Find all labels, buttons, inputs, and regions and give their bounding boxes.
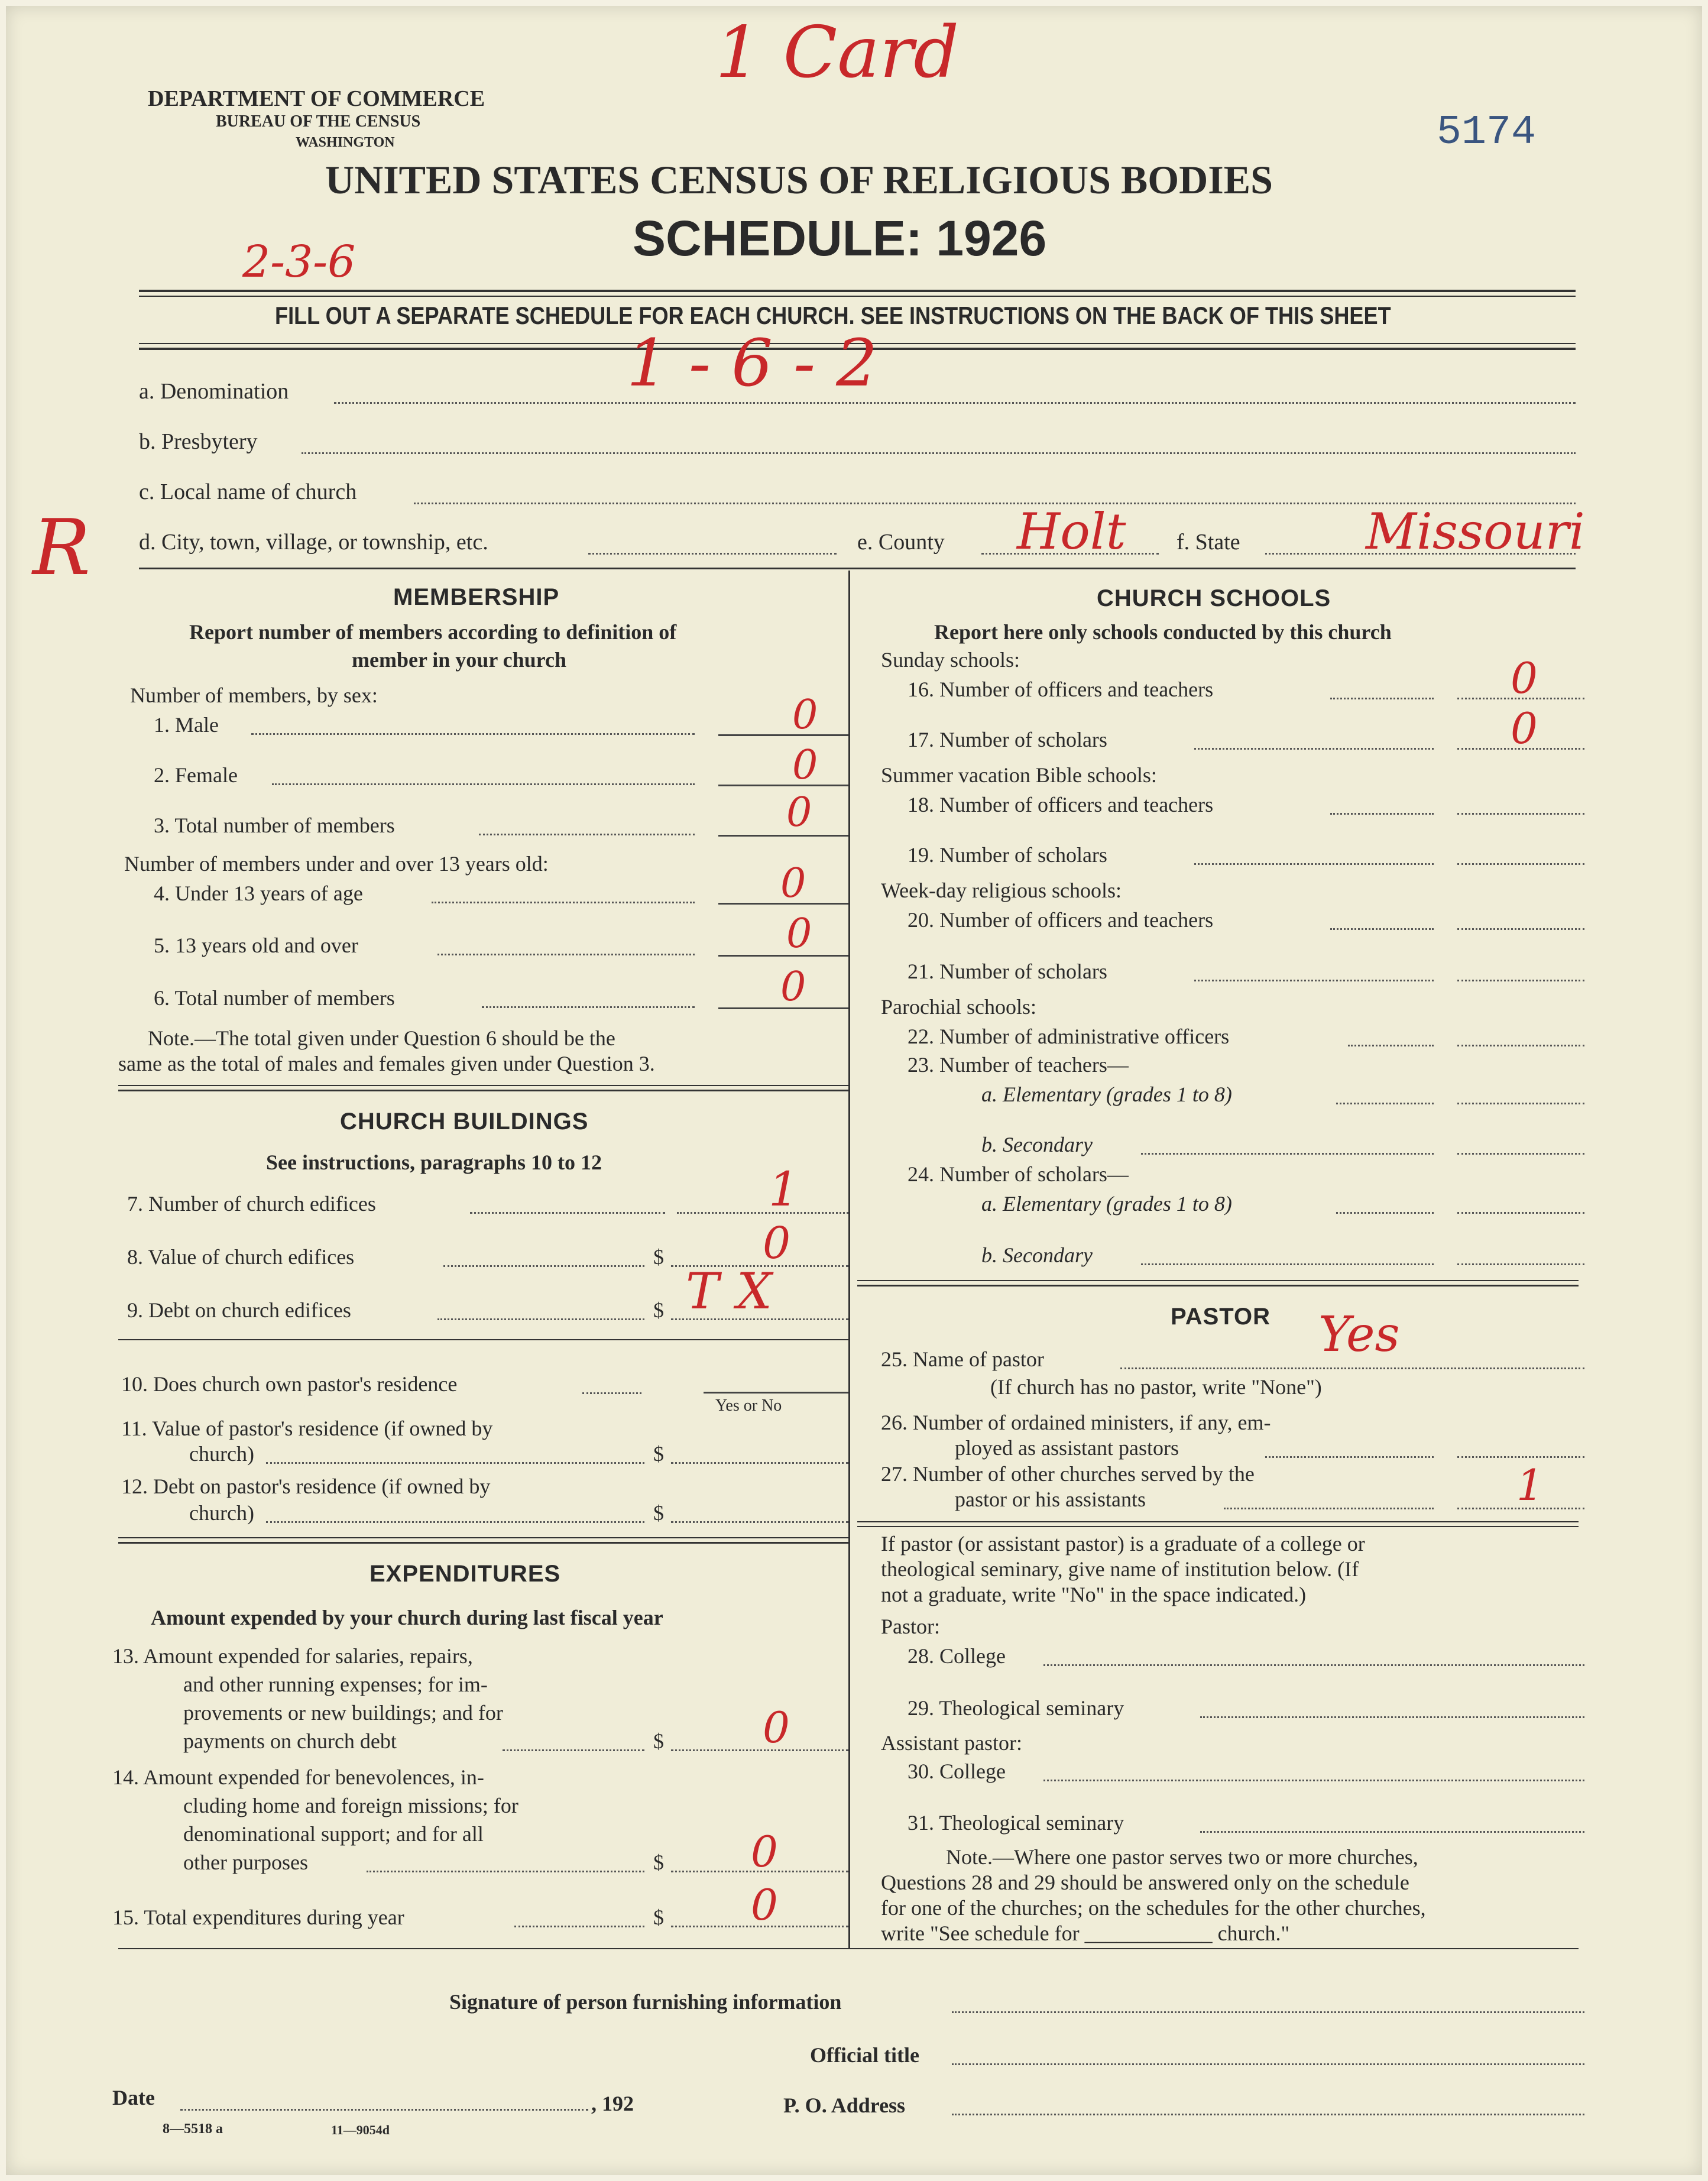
q14-label-c: denominational support; and for all xyxy=(183,1822,484,1846)
column-divider xyxy=(848,571,850,1948)
grad-instruction-3: not a graduate, write "No" in the space indicated.) xyxy=(881,1583,1307,1606)
membership-note-1: Note.—The total given under Question 6 should be the xyxy=(148,1026,615,1050)
q17-leader xyxy=(1194,748,1434,750)
handwritten-q27: 1 xyxy=(1516,1460,1544,1510)
city-field[interactable] xyxy=(588,553,837,555)
q22-label: 22. Number of administrative officers xyxy=(908,1025,1230,1048)
q5-field[interactable] xyxy=(718,955,848,957)
membership-note-2: same as the total of males and females given under Question 3. xyxy=(118,1052,655,1075)
divider xyxy=(857,1285,1579,1286)
q11-field[interactable] xyxy=(671,1462,848,1464)
date-year: , 192 xyxy=(591,2092,634,2115)
handwritten-county: Holt xyxy=(1017,503,1126,560)
handwritten-state: Missouri xyxy=(1366,503,1585,560)
q23a-leader xyxy=(1336,1103,1434,1104)
church-name-label: c. Local name of church xyxy=(139,479,357,504)
q12-leader xyxy=(266,1521,644,1523)
q1-field[interactable] xyxy=(718,734,848,736)
q5-label: 5. 13 years old and over xyxy=(154,934,358,957)
q1-label: 1. Male xyxy=(154,713,219,737)
denomination-label: a. Denomination xyxy=(139,379,289,404)
presbytery-field[interactable] xyxy=(302,452,1576,454)
q27-label-a: 27. Number of other churches served by the xyxy=(881,1462,1255,1486)
buildings-sub: See instructions, paragraphs 10 to 12 xyxy=(266,1151,602,1174)
handwritten-q2: 0 xyxy=(792,742,818,789)
q21-leader xyxy=(1194,980,1434,981)
handwritten-code-left: 2-3-6 xyxy=(242,236,356,287)
q7-leader xyxy=(470,1212,665,1214)
official-title-label: Official title xyxy=(810,2043,919,2067)
stamp-number: 5174 xyxy=(1437,109,1537,156)
q27-label-b: pastor or his assistants xyxy=(955,1488,1146,1511)
q13-label-a: 13. Amount expended for salaries, repairs, xyxy=(112,1644,473,1668)
q21-label: 21. Number of scholars xyxy=(908,960,1107,983)
city-name: WASHINGTON xyxy=(296,135,395,150)
q11-label-a: 11. Value of pastor's residence (if owned by xyxy=(121,1417,493,1440)
by-age-label: Number of members under and over 13 years old: xyxy=(124,852,549,876)
q7-field[interactable] xyxy=(677,1212,848,1214)
q24a-label: a. Elementary (grades 1 to 8) xyxy=(981,1192,1232,1216)
q5-leader xyxy=(437,954,695,955)
q4-leader xyxy=(432,902,695,903)
q27-leader xyxy=(1224,1508,1434,1509)
q25-note: (If church has no pastor, write "None") xyxy=(990,1375,1322,1399)
q13-label-b: and other running expenses; for im- xyxy=(183,1673,488,1696)
form-title: UNITED STATES CENSUS OF RELIGIOUS BODIES xyxy=(325,157,1273,202)
handwritten-q6: 0 xyxy=(780,964,806,1010)
grad-instruction-2: theological seminary, give name of institution below. (If xyxy=(881,1557,1359,1581)
pastor-note-1: Note.—Where one pastor serves two or more churches, xyxy=(946,1845,1418,1869)
q15-label: 15. Total expenditures during year xyxy=(112,1905,404,1929)
instruction-banner: FILL OUT A SEPARATE SCHEDULE FOR EACH CHURCH. SEE INSTRUCTIONS ON THE BACK OF THIS SHEET xyxy=(275,302,1391,329)
divider xyxy=(857,1526,1579,1527)
q13-label-c: provements or new buildings; and for xyxy=(183,1701,503,1725)
q14-dollar: $ xyxy=(653,1851,664,1874)
q11-leader xyxy=(266,1462,644,1464)
signature-field[interactable] xyxy=(952,2011,1584,2013)
q14-leader xyxy=(367,1871,644,1872)
q20-field[interactable] xyxy=(1457,928,1584,930)
q23-label: 23. Number of teachers— xyxy=(908,1053,1129,1077)
q26-label-a: 26. Number of ordained ministers, if any, em- xyxy=(881,1411,1271,1434)
q31-label: 31. Theological seminary xyxy=(908,1811,1124,1835)
q8-dollar: $ xyxy=(653,1245,664,1269)
q14-label-d: other purposes xyxy=(183,1851,308,1874)
q19-label: 19. Number of scholars xyxy=(908,843,1107,867)
q25-label: 25. Name of pastor xyxy=(881,1347,1044,1371)
q10-field[interactable] xyxy=(704,1392,848,1393)
by-sex-label: Number of members, by sex: xyxy=(130,683,378,707)
pastor-sublabel: Pastor: xyxy=(881,1615,941,1638)
expenditures-sub: Amount expended by your church during last fiscal year xyxy=(151,1606,663,1629)
handwritten-q15: 0 xyxy=(751,1880,778,1930)
q13-label-d: payments on church debt xyxy=(183,1729,397,1753)
q10-label: 10. Does church own pastor's residence xyxy=(121,1372,458,1396)
bureau-name: BUREAU OF THE CENSUS xyxy=(216,112,421,131)
pastor-note-4: write "See schedule for ____________ church." xyxy=(881,1921,1290,1945)
form-code-2: 11—9054d xyxy=(331,2122,390,2137)
date-label: Date xyxy=(112,2086,155,2109)
q14-label-b: cluding home and foreign missions; for xyxy=(183,1794,518,1817)
q12-label-b: church) xyxy=(189,1501,254,1525)
q11-label-b: church) xyxy=(189,1442,254,1466)
q23b-leader xyxy=(1141,1153,1434,1155)
handwritten-q17: 0 xyxy=(1511,704,1538,753)
q24b-field[interactable] xyxy=(1457,1263,1584,1265)
date-field[interactable] xyxy=(180,2109,588,2111)
divider xyxy=(857,1280,1579,1281)
membership-title: MEMBERSHIP xyxy=(393,584,560,610)
divider xyxy=(139,568,1576,569)
schools-title: CHURCH SCHOOLS xyxy=(1097,585,1331,611)
city-label: d. City, town, village, or township, etc. xyxy=(139,530,488,555)
handwritten-q8: 0 xyxy=(763,1218,791,1269)
denomination-field[interactable] xyxy=(334,402,1576,404)
handwritten-q3: 0 xyxy=(786,789,812,836)
handwritten-q14: 0 xyxy=(751,1827,778,1877)
q11-dollar: $ xyxy=(653,1442,664,1466)
county-label: e. County xyxy=(857,530,945,555)
q17-label: 17. Number of scholars xyxy=(908,728,1107,751)
q9-leader xyxy=(437,1318,644,1320)
q30-field[interactable] xyxy=(1043,1780,1584,1781)
census-schedule-form xyxy=(6,6,1702,2175)
asst-pastor-sublabel: Assistant pastor: xyxy=(881,1731,1022,1755)
buildings-title: CHURCH BUILDINGS xyxy=(340,1109,589,1135)
q15-leader xyxy=(514,1926,644,1927)
handwritten-q16: 0 xyxy=(1511,653,1538,703)
q30-label: 30. College xyxy=(908,1759,1006,1783)
membership-sub1: Report number of members according to definition of xyxy=(189,620,677,644)
q12-label-a: 12. Debt on pastor's residence (if owned by xyxy=(121,1474,491,1498)
q14-label-a: 14. Amount expended for benevolences, in- xyxy=(112,1765,484,1789)
q3-field[interactable] xyxy=(718,835,848,837)
schools-sub: Report here only schools conducted by this church xyxy=(934,620,1392,644)
membership-sub2: member in your church xyxy=(352,648,567,672)
pastor-note-3: for one of the churches; on the schedules for the other churches, xyxy=(881,1896,1426,1920)
pastor-title: PASTOR xyxy=(1171,1304,1271,1330)
q19-leader xyxy=(1194,863,1434,865)
q28-field[interactable] xyxy=(1043,1664,1584,1666)
q4-label: 4. Under 13 years of age xyxy=(154,882,363,905)
dept-name: DEPARTMENT OF COMMERCE xyxy=(148,86,485,111)
q23b-label: b. Secondary xyxy=(981,1133,1093,1156)
q16-leader xyxy=(1330,698,1434,699)
q8-label: 8. Value of church edifices xyxy=(127,1245,355,1269)
q2-field[interactable] xyxy=(718,785,848,786)
q18-field[interactable] xyxy=(1457,813,1584,815)
q19-field[interactable] xyxy=(1457,863,1584,865)
po-address-label: P. O. Address xyxy=(783,2093,906,2117)
divider xyxy=(118,1339,848,1340)
q9-label: 9. Debt on church edifices xyxy=(127,1298,351,1322)
q26-field[interactable] xyxy=(1457,1456,1584,1458)
q16-label: 16. Number of officers and teachers xyxy=(908,678,1214,701)
q20-label: 20. Number of officers and teachers xyxy=(908,908,1214,932)
q18-leader xyxy=(1330,813,1434,815)
divider xyxy=(118,1085,848,1086)
presbytery-label: b. Presbytery xyxy=(139,429,258,454)
q6-leader xyxy=(482,1006,695,1008)
yes-no-hint: Yes or No xyxy=(715,1396,782,1415)
weekday-label: Week-day religious schools: xyxy=(881,879,1122,902)
divider xyxy=(118,1090,848,1091)
q26-label-b: ployed as assistant pastors xyxy=(955,1436,1179,1460)
handwritten-r-mark: R xyxy=(33,503,90,592)
q24-label: 24. Number of scholars— xyxy=(908,1162,1129,1186)
official-title-field[interactable] xyxy=(952,2063,1584,2065)
q25-field[interactable] xyxy=(1120,1367,1584,1369)
handwritten-q13: 0 xyxy=(763,1703,790,1752)
handwritten-q7: 1 xyxy=(769,1162,799,1217)
divider xyxy=(118,1542,848,1544)
q13-dollar: $ xyxy=(653,1729,664,1753)
divider xyxy=(139,296,1576,297)
q13-field[interactable] xyxy=(671,1749,848,1751)
handwritten-q5: 0 xyxy=(786,910,812,957)
po-address-field[interactable] xyxy=(952,2114,1584,2115)
q21-field[interactable] xyxy=(1457,980,1584,981)
q9-dollar: $ xyxy=(653,1298,664,1322)
form-code-1: 8—5518 a xyxy=(163,2121,223,2137)
q26-leader xyxy=(1265,1456,1434,1458)
q31-field[interactable] xyxy=(1200,1831,1584,1833)
handwritten-q4: 0 xyxy=(780,860,806,907)
q12-dollar: $ xyxy=(653,1501,664,1525)
q24a-leader xyxy=(1336,1212,1434,1214)
q18-label: 18. Number of officers and teachers xyxy=(908,793,1214,816)
q2-label: 2. Female xyxy=(154,763,238,787)
q15-dollar: $ xyxy=(653,1905,664,1929)
q13-leader xyxy=(503,1749,644,1751)
q7-label: 7. Number of church edifices xyxy=(127,1192,376,1216)
q24a-field[interactable] xyxy=(1457,1212,1584,1214)
divider xyxy=(118,1948,1579,1949)
signature-label: Signature of person furnishing information xyxy=(449,1990,842,2014)
q28-label: 28. College xyxy=(908,1644,1006,1668)
q23b-field[interactable] xyxy=(1457,1153,1584,1155)
q3-label: 3. Total number of members xyxy=(154,814,395,837)
divider xyxy=(118,1537,848,1538)
q12-field[interactable] xyxy=(671,1521,848,1523)
handwritten-q9: TX xyxy=(686,1262,790,1320)
expenditures-title: EXPENDITURES xyxy=(370,1561,561,1587)
divider xyxy=(139,290,1576,292)
q22-field[interactable] xyxy=(1457,1045,1584,1046)
q10-leader xyxy=(582,1392,641,1394)
q23a-label: a. Elementary (grades 1 to 8) xyxy=(981,1083,1232,1106)
handwritten-card-note: 1 Card xyxy=(715,12,960,94)
q23a-field[interactable] xyxy=(1457,1103,1584,1104)
summer-label: Summer vacation Bible schools: xyxy=(881,763,1157,787)
handwritten-q25: Yes xyxy=(1318,1307,1400,1363)
divider xyxy=(857,1521,1579,1522)
handwritten-code-denom: 1 - 6 - 2 xyxy=(627,325,878,401)
q29-label: 29. Theological seminary xyxy=(908,1696,1124,1720)
q20-leader xyxy=(1330,928,1434,930)
q8-leader xyxy=(443,1265,644,1267)
q1-leader xyxy=(251,733,695,735)
q22-leader xyxy=(1348,1045,1434,1046)
pastor-note-2: Questions 28 and 29 should be answered only on the schedule xyxy=(881,1871,1409,1894)
q3-leader xyxy=(479,834,695,835)
state-label: f. State xyxy=(1177,530,1240,555)
q24b-leader xyxy=(1141,1263,1434,1265)
grad-instruction-1: If pastor (or assistant pastor) is a graduate of a college or xyxy=(881,1532,1365,1555)
sunday-label: Sunday schools: xyxy=(881,648,1020,672)
q24b-label: b. Secondary xyxy=(981,1243,1093,1267)
q2-leader xyxy=(272,783,695,785)
q29-field[interactable] xyxy=(1200,1716,1584,1718)
parochial-label: Parochial schools: xyxy=(881,995,1036,1019)
handwritten-q1: 0 xyxy=(792,692,818,738)
form-subtitle: SCHEDULE: 1926 xyxy=(633,210,1047,266)
q6-label: 6. Total number of members xyxy=(154,986,395,1010)
